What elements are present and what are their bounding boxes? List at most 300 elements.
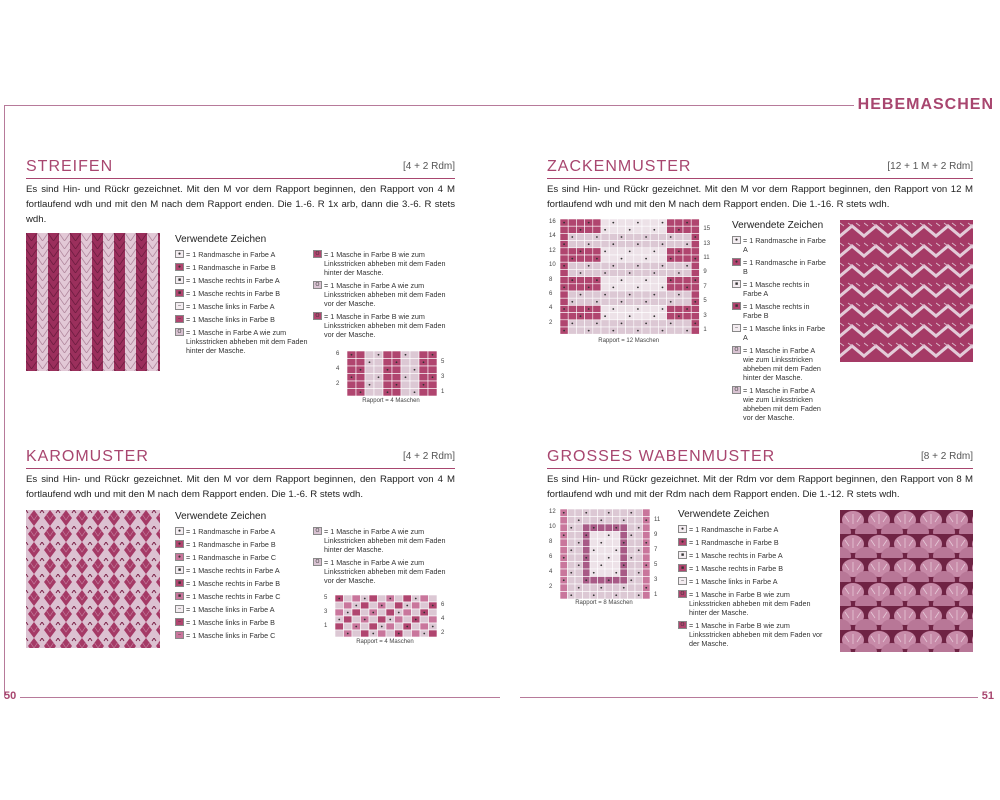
chart-cell [593,291,601,298]
chart-cell [560,517,568,525]
chart-cell [620,509,628,517]
legend-item [175,250,310,259]
chart-cell-dot [563,579,565,581]
chart-cell-dot [615,549,617,551]
chart-cell-dot [405,354,407,356]
chart-row-label: 4 [441,616,445,622]
chart-cell [628,547,636,555]
legend-item [175,553,310,562]
chart-cell [356,381,365,389]
chart-cell [613,562,621,570]
legend-item [678,538,828,547]
chart-cell-dot [347,633,349,635]
chart-cell [374,359,383,367]
chart-row-label: 5 [703,298,707,305]
legend-item [175,605,310,614]
chart-cell [642,284,650,291]
legend-list-2 [313,250,453,343]
legend-text: = 1 Masche links in Farbe A [186,302,275,311]
legend-symbol-icon: O [678,590,687,598]
chart-cell [392,366,401,374]
chart-cell-dot [612,287,614,289]
chart-cell [352,616,361,623]
chart-cell [683,255,691,262]
chart-cell-dot [600,587,602,589]
chart-cell [583,584,591,592]
chart-cell [356,374,365,382]
chart-cell [626,284,634,291]
chart-cell-dot [638,527,640,529]
section-description: Es sind Hin- und Rückr gezeichnet. Mit der Rdm vor dem Rapport beginnen, den Rapport von 8 M fortlaufend wdh und mit der Rdm nach dem Rapport enden. Die 1.-12. R stets wdh. [547,474,973,500]
chart-cell [374,389,383,397]
chart-cell-dot [637,308,639,310]
chart-cell [617,262,625,269]
chart-row-label: 10 [549,262,556,269]
chart-row-label: 12 [549,509,556,515]
legend-text: = 1 Randmasche in Farbe A [689,525,779,534]
chart-cell [634,226,642,233]
header-rule [4,105,854,106]
chart-cell [635,577,643,585]
legend-text: = 1 Masche rechts in Farbe B [186,289,281,298]
chart-cell [593,284,601,291]
chart-cell-dot [588,243,590,245]
chart-cell-dot [593,572,595,574]
chart-cell [626,219,634,226]
chart-cell-dot [588,265,590,267]
chart-cell [428,359,437,367]
chart-cell [395,623,404,630]
chart-cell-dot [694,323,696,325]
chart-cell [617,284,625,291]
chart-cell-dot [423,361,425,363]
chart-cell [428,366,437,374]
legend-text: = 1 Masche links in Farbe A [689,577,778,586]
chart-cell [626,327,634,334]
legend-text: = 1 Randmasche in Farbe B [743,258,826,276]
knit-sample-photo-karo [26,510,160,648]
legend-item [732,236,827,254]
chart-row-label: 3 [654,576,658,583]
chart-cell-dot [360,391,362,393]
chart-cell [658,269,666,276]
legend-symbol-icon: – [678,577,687,585]
chart-cell [410,381,419,389]
chart-cell [420,602,429,609]
chart-cell [347,366,356,374]
chart-cell [401,359,410,367]
legend-text: = 1 Masche in Farbe A wie zum Linksstricken abheben mit dem Faden vor der Masche. [324,281,446,308]
chart-cell [601,255,609,262]
chart-cell-dot [585,512,587,514]
chart-cell-dot [600,519,602,521]
chart-cell [575,554,583,562]
footer-rule-left [20,697,500,698]
chart-cell [560,277,568,284]
chart-row-label: 9 [654,531,658,538]
chart-cell-dot [600,542,602,544]
chart-cell [691,241,699,248]
chart-cell [626,255,634,262]
chart-cell [605,584,613,592]
chart-cell [613,577,621,585]
legend-heading: Verwendete Zeichen [678,509,770,520]
chart-row-label: 6 [549,554,553,560]
chart-cell [429,595,438,602]
legend-text: = 1 Randmasche in Farbe C [186,553,277,562]
chart-cell [590,517,598,525]
chart-cell [691,226,699,233]
chart-cell [617,313,625,320]
chart-cell [691,269,699,276]
chart-cell-dot [608,512,610,514]
chart-cell [635,532,643,540]
chart-cell-dot [588,330,590,332]
chart-cell [634,277,642,284]
legend-text: = 1 Masche rechts in Farbe B [186,579,281,588]
legend-symbol-icon: ■ [175,289,184,297]
chart-cell-dot [396,361,398,363]
chart-cell [576,219,584,226]
legend-item [175,631,310,640]
chart-cell [583,562,591,570]
chart-cell [344,616,353,623]
chart-cell-dot [570,527,572,529]
chart-cell [585,269,593,276]
chart-cell [568,305,576,312]
chart-cell [643,569,651,577]
chart-row-label: 4 [549,305,553,312]
chart-grid [334,594,438,638]
chart-cell-dot [415,598,417,600]
section-karomuster [26,448,455,663]
chart-cell-dot [686,308,688,310]
chart-cell-dot [596,236,598,238]
chart-cell [585,320,593,327]
chart-repeat-label: Rapport = 8 Maschen [575,600,633,606]
chart-cell [420,595,429,602]
chart-cell-dot [630,579,632,581]
chart-cell-dot [623,542,625,544]
chart-cell [386,602,395,609]
chart-cell [347,359,356,367]
chart-cell [635,562,643,570]
chart-cell [643,532,651,540]
legend-item [175,263,310,272]
legend-item [678,590,828,617]
chart-cell [585,233,593,240]
section-zackenmuster [547,158,973,438]
legend-symbol-icon: ■ [732,280,741,288]
chart-cell [412,602,421,609]
chart-row-label: 15 [703,226,711,233]
chart-cell-dot [615,594,617,596]
chart-cell-dot [406,626,408,628]
chart-cell [583,517,591,525]
chart-cell-dot [570,549,572,551]
chart-cell [628,592,636,600]
chart-cell [560,592,568,600]
chart-cell [609,233,617,240]
legend-symbol-icon: – [175,618,184,626]
repeat-formula: [4 + 2 Rdm] [403,161,455,172]
chart-cell [401,366,410,374]
legend-item [175,289,310,298]
chart-cell [642,327,650,334]
chart-cell-dot [645,564,647,566]
chart-cell [626,241,634,248]
legend-symbol-icon: O [313,281,322,289]
chart-cell [617,269,625,276]
chart-cell-dot [596,279,598,281]
chart-cell-dot [378,354,380,356]
chart-cell [667,248,675,255]
chart-cell [691,219,699,226]
chart-cell-dot [563,287,565,289]
chart-cell-dot [670,236,672,238]
chart-cell [374,366,383,374]
chart-cell [593,262,601,269]
chart-cell [691,284,699,291]
section-title: KAROMUSTER [26,448,149,465]
chart-cell-dot [596,301,598,303]
chart-cell-dot [563,265,565,267]
chart-cell-dot [588,222,590,224]
chart-cell [575,524,583,532]
legend-item [175,527,310,536]
legend-item [313,312,453,339]
chart-cell [568,313,576,320]
chart-cell [395,595,404,602]
chart-cell-dot [585,534,587,536]
legend-symbol-icon: ■ [175,276,184,284]
chart-cell [560,233,568,240]
chart-row-label: 2 [441,630,445,636]
chart-cell [675,233,683,240]
chart-cell [650,284,658,291]
chart-cell [634,269,642,276]
chart-cell [576,284,584,291]
chart-repeat-label: Rapport = 4 Maschen [356,639,414,645]
legend-list [175,527,310,644]
chart-cell [626,262,634,269]
chart-row-label: 3 [703,312,707,319]
legend-item [678,564,828,573]
chart-cell [626,277,634,284]
chart-cell [675,284,683,291]
chart-cell [609,277,617,284]
chart-cell [568,539,576,547]
legend-text: = 1 Masche rechts in Farbe B [743,302,810,320]
chart-cell [634,291,642,298]
legend-text: = 1 Randmasche in Farbe A [186,527,276,536]
chart-cell-dot [615,527,617,529]
legend-list [732,236,827,426]
chart-cell-dot [662,330,664,332]
chart-cell [335,602,344,609]
chart-cell-dot [694,236,696,238]
chart-cell [650,219,658,226]
chart-cell [650,255,658,262]
legend-symbol-icon: – [175,631,184,639]
chart-cell [598,569,606,577]
chart-cell-dot [580,251,582,253]
chart-cell [598,577,606,585]
section-description: Es sind Hin- und Rückr gezeichnet. Mit den M vor dem Rapport beginnen, den Rapport von 4 M fortlaufend wdh und mit den M nach dem Rapport enden. Die 1.-6. R 1x arb, dann die 3.-6. R stets wdh. [26,184,455,225]
chart-cell [605,592,613,600]
chart-cell [419,351,428,359]
legend-list [678,525,828,652]
chart-cell-dot [338,598,340,600]
chart-cell [643,524,651,532]
legend-item [732,324,827,342]
chart-cell [560,226,568,233]
chart-cell [642,262,650,269]
chart-cell-dot [585,579,587,581]
chart-cell [598,532,606,540]
chart-cell [428,389,437,397]
chart-row-label: 8 [549,539,553,545]
chart-cell-dot [347,612,349,614]
legend-symbol-icon: ■ [175,566,184,574]
chart-cell [575,592,583,600]
chart-cell [344,595,353,602]
chart-row-label: 1 [324,623,328,629]
chart-cell-dot [351,354,353,356]
chart-cell-dot [604,251,606,253]
chart-cell-dot [387,391,389,393]
chart-cell [605,569,613,577]
chart-cell [401,389,410,397]
legend-symbol-icon: ■ [678,551,687,559]
chart-cell [403,616,412,623]
chart-cell [568,584,576,592]
chart-cell [361,630,370,637]
chart-cell-dot [637,265,639,267]
chart-cell [410,374,419,382]
chart-cell [617,305,625,312]
chart-cell [560,291,568,298]
chart-cell [365,374,374,382]
chart-cell [419,366,428,374]
chart-row-label: 8 [549,276,553,283]
legend-text: = 1 Masche in Farbe B wie zum Linksstricken abheben mit dem Faden hinter der Masche. [324,250,446,277]
legend-text: = 1 Masche rechts in Farbe A [743,280,810,298]
chart-cell-dot [621,279,623,281]
chart-cell [643,547,651,555]
chart-cell-dot [653,251,655,253]
section-rule [547,178,973,179]
chart-cell [576,320,584,327]
chart-cell [560,298,568,305]
chart-cell [383,351,392,359]
legend-text: = 1 Masche links in Farbe A [186,605,275,614]
chart-cell [568,562,576,570]
chart-cell [617,248,625,255]
chart-cell [605,517,613,525]
chart-cell-dot [571,236,573,238]
legend-symbol-icon: ■ [678,564,687,572]
chart-cell [675,241,683,248]
chart-cell-dot [369,361,371,363]
legend-symbol-icon: – [175,302,184,310]
chart-cell [642,248,650,255]
chart-cell-dot [414,369,416,371]
chart-cell-dot [378,376,380,378]
chart-cell [590,509,598,517]
chart-cell-dot [629,229,631,231]
chart-cell [667,262,675,269]
section-description: Es sind Hin- und Rückr gezeichnet. Mit den M vor dem Rapport beginnen, den Rapport von 4 M fortlaufend wdh und mit den M nach dem Rapport enden. Die 1.-6. R stets wdh. [26,474,455,500]
chart-cell [365,366,374,374]
chart-cell [412,630,421,637]
chart-cell [613,517,621,525]
chart-cell [590,577,598,585]
chart-cell-dot [563,534,565,536]
legend-item [175,566,310,575]
chart-cell [593,219,601,226]
chart-cell-dot [355,626,357,628]
chart-cell [560,313,568,320]
chart-cell-dot [637,330,639,332]
legend-item [732,280,827,298]
chart-cell [642,269,650,276]
chart-cell [620,532,628,540]
chart-cell [601,298,609,305]
chart-row-label: 11 [703,255,710,261]
legend-symbol-icon: O [313,527,322,535]
legend-symbol-icon: O [732,386,741,394]
chart-cell-dot [645,279,647,281]
chart-cell-dot [571,323,573,325]
chart-cell [642,226,650,233]
chart-cell [386,630,395,637]
legend-symbol-icon: O [313,250,322,258]
chart-cell-dot [364,598,366,600]
chart-cell [691,291,699,298]
chart-cell [658,233,666,240]
chart-cell [590,539,598,547]
chart-cell-dot [686,287,688,289]
chart-cell [634,298,642,305]
chart-cell-dot [662,222,664,224]
chart-cell [635,539,643,547]
section-rule [26,468,455,469]
chart-cell [383,374,392,382]
page-number-right: 51 [981,690,994,702]
chart-cell-dot [670,279,672,281]
chart-cell [365,351,374,359]
chart-cell-dot [662,265,664,267]
chart-cell [667,291,675,298]
chart-cell [667,226,675,233]
chart-cell-dot [406,605,408,607]
chart-grid [346,350,438,397]
legend-text: = 1 Randmasche in Farbe B [186,540,276,549]
chart-cell-dot [563,512,565,514]
chart-cell [344,623,353,630]
chart-cell-dot [423,633,425,635]
legend-symbol-icon: O [732,346,741,354]
knitting-chart-streifen [316,350,445,418]
chart-cell [609,255,617,262]
section-rule [26,178,455,179]
chart-cell [609,313,617,320]
chart-cell [675,327,683,334]
chart-cell-dot [670,301,672,303]
chart-cell [626,233,634,240]
footer-rule-right [520,697,978,698]
